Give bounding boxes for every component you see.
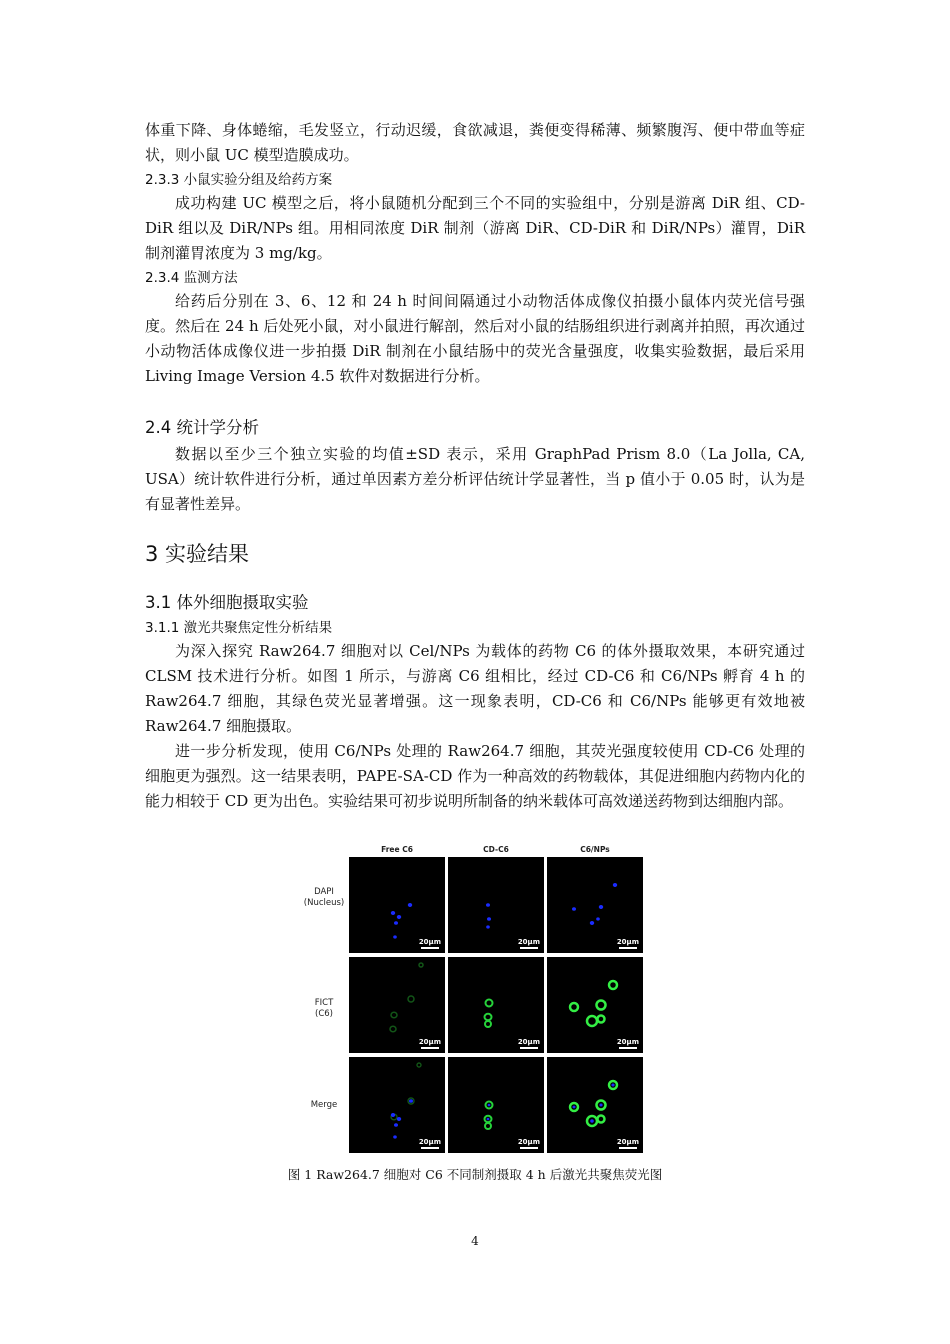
image-dapi-c6-nps	[547, 857, 643, 953]
column-label-c6-nps: C6/NPs	[580, 845, 610, 854]
heading-2-3-3: 2.3.3 小鼠实验分组及给药方案	[145, 172, 333, 188]
image-merge-cd-c6	[448, 1057, 544, 1153]
image-c6-c6-nps	[547, 957, 643, 1053]
paragraph-clsm-results: 为深入探究 Raw264.7 细胞对以 Cel/NPs 为载体的药物 C6 的体外摄取效果，本研究通过 CLSM 技术进行分析。如图 1 所示，与游离 C6 组相比，经过 CD-C6 和 C6/NPs 孵育 4 h 的 Raw264.7 细胞，其绿色荧光显著增强。这一现象表明，CD-C6 和 C6/NPs 能够更有效地被 Raw264.7 细胞摄取。	[145, 642, 805, 735]
scale-bar: 20μm	[419, 938, 441, 949]
heading-3: 3 实验结果	[145, 542, 250, 566]
row-label-fict	[300, 998, 348, 1020]
row-label-dapi-line2: (Nucleus)	[303, 898, 345, 908]
row-label-fict-line2: (C6)	[315, 1009, 333, 1019]
confocal-figure	[300, 843, 650, 1155]
heading-2-4: 2.4 统计学分析	[145, 418, 259, 437]
scale-bar: 20μm	[617, 1038, 639, 1049]
paragraph-monitoring: 给药后分别在 3、6、12 和 24 h 时间间隔通过小动物活体成像仪拍摄小鼠体内荧光信号强度。然后在 24 h 后处死小鼠，对小鼠进行解剖，然后对小鼠的结肠组织进行剥离并拍照，再次通过小动物活体成像仪进一步拍摄 DiR 制剂在小鼠结肠中的荧光含量强度，收集实验数据，最后采用 Living Image Version 4.5 软件对数据进行分析。	[145, 292, 805, 385]
heading-3-1: 3.1 体外细胞摄取实验	[145, 593, 309, 612]
paragraph-further-analysis: 进一步分析发现，使用 C6/NPs 处理的 Raw264.7 细胞，其荧光强度较使用 CD-C6 处理的细胞更为强烈。这一结果表明，PAPE-SA-CD 作为一种高效的药物载体，其促进细胞内药物内化的能力相较于 CD 更为出色。实验结果可初步说明所制备的纳米载体可高效递送药物到达细胞内部。	[145, 742, 805, 810]
column-label-free-c6: Free C6	[381, 845, 413, 854]
heading-3-1-1: 3.1.1 激光共聚焦定性分析结果	[145, 620, 333, 636]
image-c6-cd-c6	[448, 957, 544, 1053]
row-label-dapi-line1: DAPI	[314, 887, 334, 897]
paragraph-statistics: 数据以至少三个独立实验的均值±SD 表示，采用 GraphPad Prism 8.0（La Jolla, CA, USA）统计软件进行分析，通过单因素方差分析评估统计学显著性，当 p 值小于 0.05 时，认为是有显著性差异。	[145, 445, 805, 513]
row-label-fict-line1: FICT	[314, 998, 334, 1008]
scale-bar: 20μm	[518, 1038, 540, 1049]
page-number: 4	[471, 1234, 479, 1248]
scale-bar: 20μm	[419, 1138, 441, 1149]
row-label-merge	[300, 1100, 348, 1111]
row-label-merge-line1: Merge	[310, 1100, 338, 1110]
image-merge-c6-nps	[547, 1057, 643, 1153]
row-label-dapi	[300, 887, 348, 909]
scale-bar: 20μm	[617, 938, 639, 949]
image-dapi-free-c6	[349, 857, 445, 953]
figure-caption: 图 1 Raw264.7 细胞对 C6 不同制剂摄取 4 h 后激光共聚焦荧光图	[287, 1167, 663, 1182]
image-c6-free-c6	[349, 957, 445, 1053]
scale-bar: 20μm	[419, 1038, 441, 1049]
heading-2-3-4: 2.3.4 监测方法	[145, 270, 238, 286]
image-merge-free-c6	[349, 1057, 445, 1153]
scale-bar: 20μm	[617, 1138, 639, 1149]
paragraph-uc-model-symptoms: 体重下降、身体蜷缩，毛发竖立，行动迟缓，食欲减退，粪便变得稀薄、频繁腹泻、便中带血等症状，则小鼠 UC 模型造膜成功。	[145, 121, 805, 164]
paragraph-grouping: 成功构建 UC 模型之后，将小鼠随机分配到三个不同的实验组中，分别是游离 DiR 组、CD-DiR 组以及 DiR/NPs 组。用相同浓度 DiR 制剂（游离 DiR、CD-DiR 和 DiR/NPs）灌胃，DiR 制剂灌胃浓度为 3 mg/kg。	[145, 194, 805, 262]
image-dapi-cd-c6	[448, 857, 544, 953]
scale-bar: 20μm	[518, 1138, 540, 1149]
scale-bar: 20μm	[518, 938, 540, 949]
column-label-cd-c6: CD-C6	[483, 845, 509, 854]
